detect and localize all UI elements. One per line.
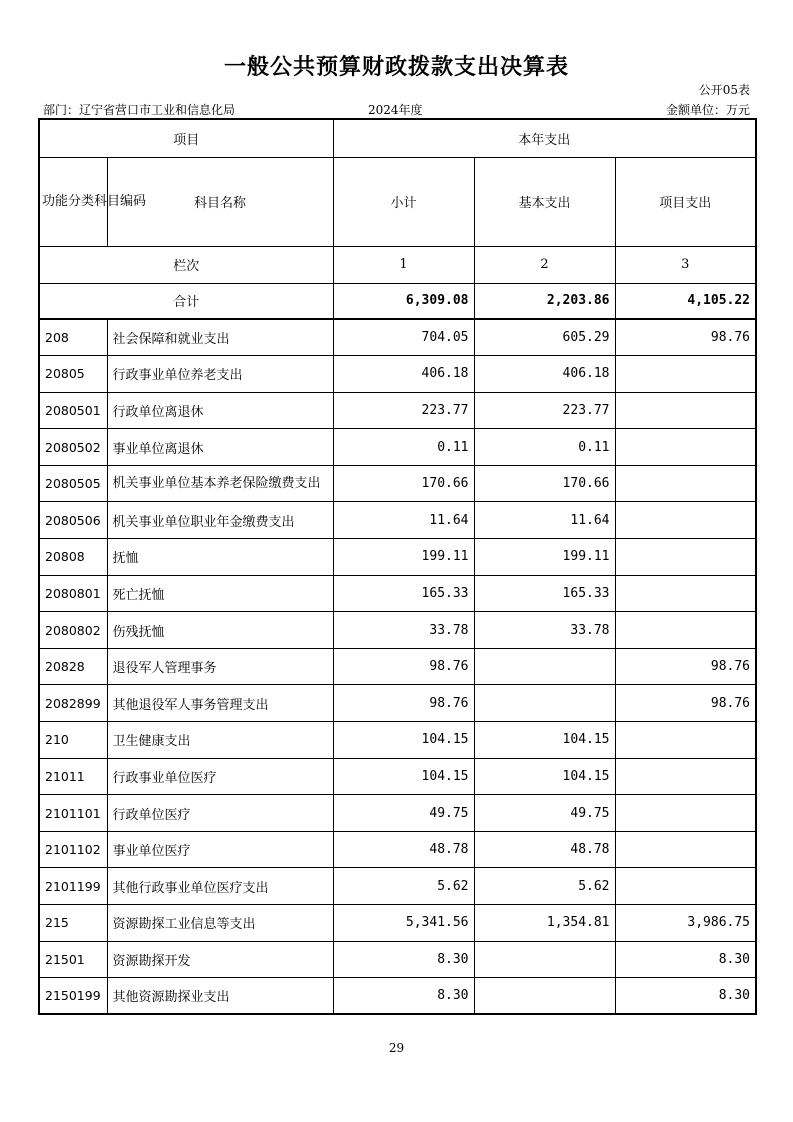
table-row (39, 685, 756, 722)
row-code: 2080501 (39, 392, 107, 429)
column-number-row (39, 246, 756, 283)
row-code: 2101102 (39, 831, 107, 868)
row-project (615, 758, 756, 795)
row-basic: 605.29 (474, 319, 615, 356)
row-basic: 165.33 (474, 575, 615, 612)
row-name: 其他退役军人事务管理支出 (107, 685, 333, 722)
row-name: 退役军人管理事务 (107, 648, 333, 685)
row-code: 2080506 (39, 502, 107, 539)
row-name: 伤残抚恤 (107, 612, 333, 649)
row-code: 208 (39, 319, 107, 356)
row-code: 2150199 (39, 978, 107, 1015)
row-project (615, 575, 756, 612)
row-code: 2101199 (39, 868, 107, 905)
row-code: 2082899 (39, 685, 107, 722)
row-subtotal: 5.62 (333, 868, 474, 905)
header-subtotal: 小计 (333, 157, 474, 246)
row-project (615, 502, 756, 539)
row-subtotal: 199.11 (333, 539, 474, 576)
row-project (615, 722, 756, 759)
row-subtotal: 0.11 (333, 429, 474, 466)
row-basic (474, 978, 615, 1015)
column-number-3: 3 (615, 246, 756, 283)
row-subtotal: 223.77 (333, 392, 474, 429)
row-project (615, 868, 756, 905)
row-basic (474, 648, 615, 685)
row-code: 2101101 (39, 795, 107, 832)
row-basic: 1,354.81 (474, 905, 615, 942)
row-project (615, 612, 756, 649)
row-code: 210 (39, 722, 107, 759)
row-name: 其他行政事业单位医疗支出 (107, 868, 333, 905)
column-number-2: 2 (474, 246, 615, 283)
row-code: 2080502 (39, 429, 107, 466)
row-basic: 104.15 (474, 758, 615, 795)
table-row (39, 795, 756, 832)
row-code: 20805 (39, 356, 107, 393)
header-row-2 (39, 157, 756, 246)
row-project: 3,986.75 (615, 905, 756, 942)
expenditure-table (38, 118, 757, 1015)
row-project (615, 465, 756, 502)
header-subject-name: 科目名称 (107, 157, 333, 246)
row-project (615, 795, 756, 832)
total-project: 4,105.22 (615, 283, 756, 319)
row-basic: 170.66 (474, 465, 615, 502)
row-project (615, 539, 756, 576)
table-row (39, 539, 756, 576)
row-code: 21501 (39, 941, 107, 978)
table-row (39, 502, 756, 539)
row-basic: 0.11 (474, 429, 615, 466)
row-code: 21011 (39, 758, 107, 795)
row-subtotal: 48.78 (333, 831, 474, 868)
total-basic: 2,203.86 (474, 283, 615, 319)
fiscal-year: 2024年度 (368, 103, 423, 117)
total-label: 合计 (39, 283, 333, 319)
row-subtotal: 98.76 (333, 648, 474, 685)
table-row (39, 831, 756, 868)
table-row (39, 905, 756, 942)
header-basic: 基本支出 (474, 157, 615, 246)
row-subtotal: 8.30 (333, 978, 474, 1015)
row-name: 行政事业单位医疗 (107, 758, 333, 795)
row-basic: 11.64 (474, 502, 615, 539)
row-basic: 33.78 (474, 612, 615, 649)
row-code: 2080802 (39, 612, 107, 649)
row-name: 其他资源勘探业支出 (107, 978, 333, 1015)
row-basic: 199.11 (474, 539, 615, 576)
row-name: 行政单位离退休 (107, 392, 333, 429)
table-row (39, 356, 756, 393)
table-row (39, 429, 756, 466)
table-row (39, 612, 756, 649)
row-subtotal: 406.18 (333, 356, 474, 393)
table-row (39, 941, 756, 978)
amount-unit: 金额单位：万元 (665, 103, 750, 117)
header-row-1 (39, 119, 756, 157)
row-subtotal: 49.75 (333, 795, 474, 832)
column-label: 栏次 (39, 246, 333, 283)
row-subtotal: 5,341.56 (333, 905, 474, 942)
row-project: 98.76 (615, 685, 756, 722)
department-label: 部门：辽宁省营口市工业和信息化局 (43, 103, 236, 117)
row-subtotal: 165.33 (333, 575, 474, 612)
row-project (615, 392, 756, 429)
row-basic: 49.75 (474, 795, 615, 832)
table-row (39, 465, 756, 502)
row-name: 行政单位医疗 (107, 795, 333, 832)
row-name: 机关事业单位基本养老保险缴费支出 (107, 465, 333, 502)
row-subtotal: 170.66 (333, 465, 474, 502)
row-name: 社会保障和就业支出 (107, 319, 333, 356)
table-row (39, 648, 756, 685)
row-subtotal: 98.76 (333, 685, 474, 722)
row-name: 卫生健康支出 (107, 722, 333, 759)
row-subtotal: 8.30 (333, 941, 474, 978)
total-subtotal: 6,309.08 (333, 283, 474, 319)
row-code: 20828 (39, 648, 107, 685)
table-row (39, 575, 756, 612)
row-basic (474, 941, 615, 978)
row-subtotal: 33.78 (333, 612, 474, 649)
row-name: 抚恤 (107, 539, 333, 576)
row-code: 215 (39, 905, 107, 942)
row-project (615, 356, 756, 393)
table-row (39, 978, 756, 1015)
row-project (615, 831, 756, 868)
row-basic: 5.62 (474, 868, 615, 905)
table-row (39, 319, 756, 356)
row-code: 20808 (39, 539, 107, 576)
table-row (39, 392, 756, 429)
form-number: 公开05表 (698, 83, 750, 97)
row-code: 2080801 (39, 575, 107, 612)
row-name: 死亡抚恤 (107, 575, 333, 612)
row-name: 事业单位离退休 (107, 429, 333, 466)
row-project: 8.30 (615, 978, 756, 1015)
row-basic: 223.77 (474, 392, 615, 429)
row-project: 98.76 (615, 648, 756, 685)
row-project: 8.30 (615, 941, 756, 978)
header-current-year-expense: 本年支出 (333, 119, 756, 157)
column-number-1: 1 (333, 246, 474, 283)
row-basic (474, 685, 615, 722)
row-name: 资源勘探开发 (107, 941, 333, 978)
row-project: 98.76 (615, 319, 756, 356)
page-number: 29 (388, 1041, 405, 1055)
row-project (615, 429, 756, 466)
report-title: 一般公共预算财政拨款支出决算表 (223, 55, 569, 80)
table-row (39, 758, 756, 795)
total-row (39, 283, 756, 319)
row-subtotal: 104.15 (333, 722, 474, 759)
row-code: 2080505 (39, 465, 107, 502)
row-subtotal: 11.64 (333, 502, 474, 539)
header-project: 项目 (39, 119, 333, 157)
table-row (39, 722, 756, 759)
row-name: 资源勘探工业信息等支出 (107, 905, 333, 942)
row-name: 行政事业单位养老支出 (107, 356, 333, 393)
row-name: 事业单位医疗 (107, 831, 333, 868)
table-row (39, 868, 756, 905)
header-func-code: 功能分类科目编码 (39, 157, 107, 246)
row-name: 机关事业单位职业年金缴费支出 (107, 502, 333, 539)
row-basic: 48.78 (474, 831, 615, 868)
row-subtotal: 104.15 (333, 758, 474, 795)
row-subtotal: 704.05 (333, 319, 474, 356)
row-basic: 406.18 (474, 356, 615, 393)
header-project-expense: 项目支出 (615, 157, 756, 246)
row-basic: 104.15 (474, 722, 615, 759)
